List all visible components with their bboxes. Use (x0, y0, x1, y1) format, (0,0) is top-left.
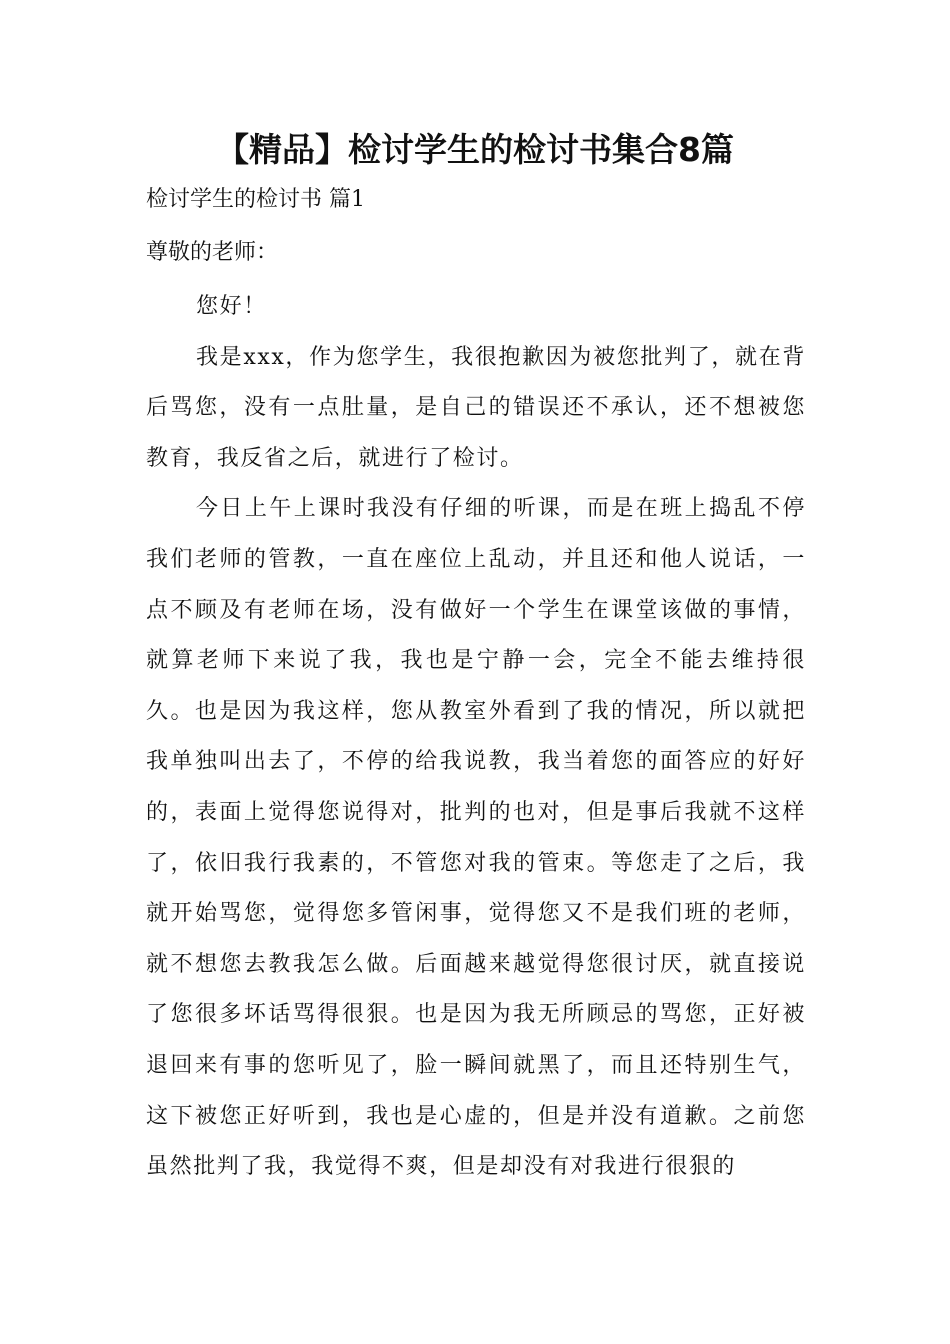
greeting-paragraph: 您好！ (196, 294, 267, 319)
body-paragraph: 我是xxx，作为您学生，我很抱歉因为被您批判了，就在背后骂您，没有一点肚量，是自己的错误还不承认，还不想被您教育，我反省之后，就进行了检讨。 (146, 344, 806, 471)
section-title: 检讨学生的检讨书 篇1 (146, 187, 365, 212)
document-title: 【精品】检讨学生的检讨书集合8篇 (216, 130, 734, 169)
body-paragraph: 今日上午上课时我没有仔细的听课，而是在班上捣乱不停我们老师的管教，一直在座位上乱动，并且还和他人说话，一点不顾及有老师在场，没有做好一个学生在课堂该做的事情，就算老师下来说了我，我也是宁静一会，完全不能去维持很久。也是因为我这样，您从教室外看到了我的情况，所以就把我单独叫出去了，不停的给我说教，我当着您的面答应的好好的，表面上觉得您说得对，批判的也对，但是事后我就不这样了，依旧我行我素的，不管您对我的管束。等您走了之后，我就开始骂您，觉得您多管闲事，觉得您又不是我们班的老师，就不想您去教我怎么做。后面越来越觉得您很讨厌，就直接说了您很多坏话骂得很狠。也是因为我无所顾忌的骂您，正好被退回来有事的您听见了，脸一瞬间就黑了，而且还特别生气，这下被您正好听到，我也是心虚的，但是并没有道歉。之前您虽然批判了我，我觉得不爽，但是却没有对我进行很狠的 (146, 496, 806, 1180)
body-text (146, 282, 806, 1193)
salutation: 尊敬的老师： (146, 240, 279, 265)
